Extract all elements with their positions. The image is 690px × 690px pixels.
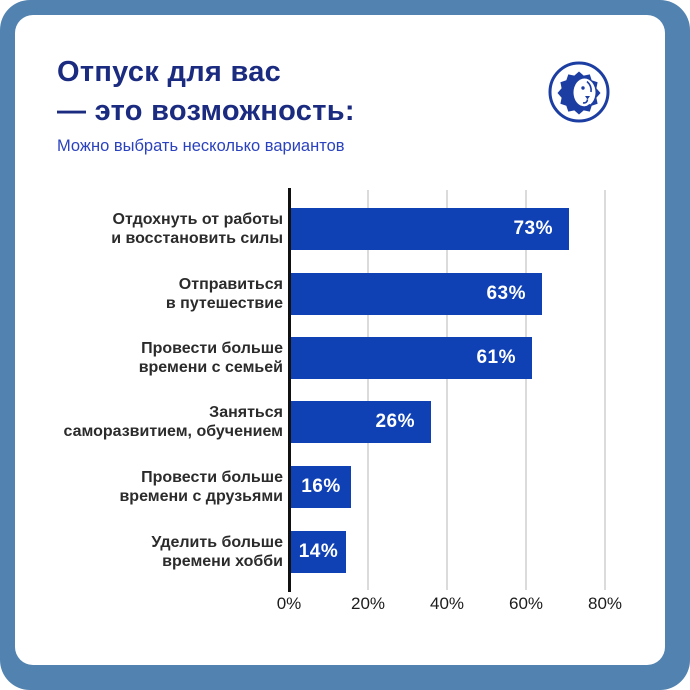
category-label: Отправиться в путешествие: [165, 276, 283, 312]
bar-value-label: 26%: [375, 411, 415, 432]
bar: [291, 337, 532, 379]
x-tick-label: 40%: [429, 594, 465, 613]
category-label: Заняться саморазвитием, обучением: [63, 404, 283, 440]
bar-value-label: 16%: [301, 476, 341, 497]
category-label: Уделить больше времени хобби: [151, 534, 283, 570]
bar: [291, 208, 569, 250]
x-tick-label: 60%: [508, 594, 544, 613]
x-tick-label: 80%: [587, 594, 623, 613]
x-tick-label: 0%: [276, 594, 302, 613]
bar-value-label: 61%: [476, 347, 516, 368]
bar-value-label: 63%: [486, 283, 526, 304]
bar-chart: [15, 15, 665, 665]
gridline: [446, 190, 448, 590]
category-label: Провести больше времени с друзьями: [119, 469, 283, 505]
bar: [291, 273, 542, 315]
gridline: [525, 190, 527, 590]
content-card: [15, 15, 665, 665]
page-title: Отпуск для вас — это возможность:: [57, 56, 355, 127]
bar-value-label: 73%: [513, 218, 553, 239]
category-label: Провести больше времени с семьей: [138, 340, 283, 376]
x-tick-label: 20%: [350, 594, 386, 613]
bar: [291, 401, 431, 443]
page-subtitle: Можно выбрать несколько вариантов: [57, 137, 345, 155]
bar: [291, 531, 346, 573]
bar-value-label: 14%: [298, 541, 339, 562]
gridline: [367, 190, 369, 590]
bar: [291, 466, 351, 508]
category-label: Отдохнуть от работы и восстановить силы: [111, 211, 283, 247]
gridline: [604, 190, 606, 590]
